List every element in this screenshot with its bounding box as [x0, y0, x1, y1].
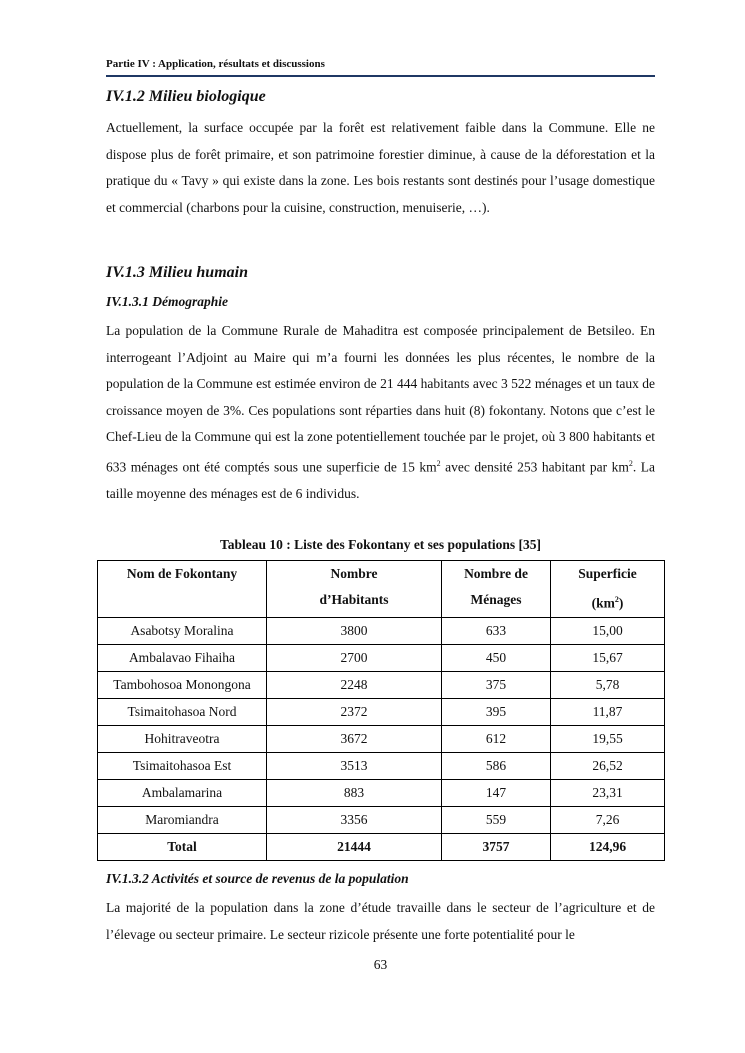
table-cell: 3513 — [267, 752, 442, 779]
table-row — [98, 617, 665, 644]
superscript: 2 — [436, 458, 441, 468]
table-cell: 5,78 — [551, 671, 665, 698]
table-row — [98, 752, 665, 779]
page-number: 63 — [373, 957, 388, 972]
running-head: Partie IV : Application, résultats et discussions — [106, 58, 325, 70]
table-header-row — [98, 561, 665, 618]
table-cell: Asabotsy Moralina — [98, 617, 267, 644]
table-row — [98, 725, 665, 752]
table-cell: 612 — [442, 725, 551, 752]
header-text: Ménages — [470, 592, 522, 607]
table-row — [98, 806, 665, 833]
table-cell: Ambalamarina — [98, 779, 267, 806]
table-row — [98, 644, 665, 671]
table-cell: 2248 — [267, 671, 442, 698]
paragraph-demographie — [106, 318, 655, 507]
table-cell: 450 — [442, 644, 551, 671]
header-text: Nombre — [330, 566, 378, 581]
paragraph-text: . La taille moyenne des ménages est de 6 individus. — [106, 459, 655, 501]
header-text: (km — [591, 595, 615, 611]
table-cell: 19,55 — [551, 725, 665, 752]
table-cell: 633 — [442, 617, 551, 644]
superscript: 2 — [628, 458, 633, 468]
table-cell: 7,26 — [551, 806, 665, 833]
table-cell: 395 — [442, 698, 551, 725]
table-cell: Hohitraveotra — [98, 725, 267, 752]
total-cell: Total — [98, 833, 267, 860]
table-cell: 26,52 — [551, 752, 665, 779]
column-header — [267, 561, 442, 618]
table-cell: 375 — [442, 671, 551, 698]
subheading-activites: IV.1.3.2 Activités et source de revenus de la population — [106, 871, 409, 886]
total-cell: 21444 — [267, 833, 442, 860]
table-cell: Maromiandra — [98, 806, 267, 833]
fokontany-table — [97, 560, 665, 861]
table-cell: Tsimaitohasoa Est — [98, 752, 267, 779]
header-text: Nom de Fokontany — [126, 566, 238, 581]
header-text: ) — [618, 595, 624, 611]
header-text: d’Habitants — [319, 592, 389, 607]
table-cell: 3800 — [267, 617, 442, 644]
subheading-demographie: IV.1.3.1 Démographie — [106, 294, 229, 309]
table-cell: 15,00 — [551, 617, 665, 644]
table-row — [98, 698, 665, 725]
superscript: 2 — [614, 595, 619, 604]
paragraph-milieu-biologique: Actuellement, la surface occupée par la forêt est relativement faible dans la Commune. Elle ne dispose plus de forêt primaire, et son patrimoine forestier diminue, à cause de la déforestation et la pratique du « Tavy » qui existe dans la zone. Les bois restants sont destinés pour l’usage domestique et commercial (charbons pour la cuisine, construction, menuiserie, …). — [106, 120, 655, 215]
table-cell: 147 — [442, 779, 551, 806]
table-cell: 883 — [267, 779, 442, 806]
section-heading-milieu-biologique: IV.1.2 Milieu biologique — [106, 88, 266, 105]
table-cell: Tambohosoa Monongona — [98, 671, 267, 698]
section-heading-milieu-humain: IV.1.3 Milieu humain — [106, 264, 248, 281]
column-header — [442, 561, 551, 618]
table-cell: 11,87 — [551, 698, 665, 725]
table-total-row — [98, 833, 665, 860]
table-cell: 586 — [442, 752, 551, 779]
total-cell: 3757 — [442, 833, 551, 860]
paragraph-text: La population de la Commune Rurale de Mahaditra est composée principalement de Betsileo. En interrogeant l’Adjoint au Maire qui m’a fourni les données les plus récentes, le nombre de la population de la Commune est estimée environ de 21 444 habitants avec 3 522 ménages et un taux de croissance moyen de 3%. Ces populations sont réparties dans huit (8) fokontany. Notons que c’est le Chef-Lieu de la Commune qui est la zone potentiellement touchée par le projet, où 3 800 habitants et 633 ménages ont été comptés sous une superficie de 15 km — [106, 323, 655, 474]
table-cell: 3356 — [267, 806, 442, 833]
total-cell: 124,96 — [551, 833, 665, 860]
table-row — [98, 671, 665, 698]
table-cell: Tsimaitohasoa Nord — [98, 698, 267, 725]
table-cell: 2372 — [267, 698, 442, 725]
table-cell: 3672 — [267, 725, 442, 752]
paragraph-text: avec densité 253 habitant par km — [445, 459, 629, 474]
table-cell: Ambalavao Fihaiha — [98, 644, 267, 671]
table-cell: 2700 — [267, 644, 442, 671]
column-header — [551, 561, 665, 618]
paragraph-activites: La majorité de la population dans la zone d’étude travaille dans le secteur de l’agriculture et de l’élevage ou secteur primaire. Le secteur rizicole présente une forte potentialité pour le — [106, 900, 655, 942]
header-text: Nombre de — [464, 566, 528, 581]
header-rule — [106, 75, 655, 77]
table-cell: 15,67 — [551, 644, 665, 671]
table-row — [98, 779, 665, 806]
header-text: Superficie — [578, 566, 637, 581]
table-cell: 559 — [442, 806, 551, 833]
table-cell: 23,31 — [551, 779, 665, 806]
table-caption: Tableau 10 : Liste des Fokontany et ses populations [35] — [220, 537, 541, 552]
column-header — [98, 561, 267, 618]
